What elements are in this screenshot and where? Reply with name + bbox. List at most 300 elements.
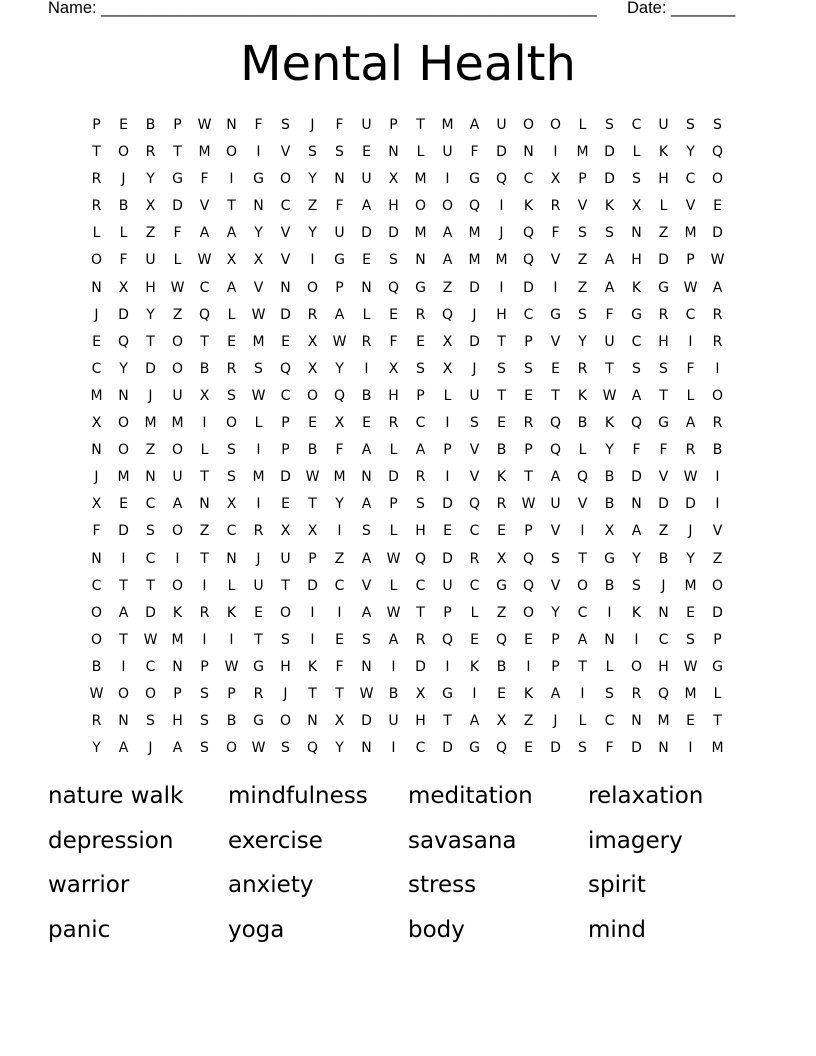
- grid-letter: Y: [308, 171, 317, 188]
- grid-letter: Z: [199, 523, 210, 540]
- grid-letter: I: [337, 604, 342, 621]
- grid-letter: C: [685, 171, 696, 188]
- grid-letter: E: [119, 117, 128, 133]
- word-bank-item: nature walk: [48, 783, 184, 809]
- grid-letter: C: [280, 387, 291, 404]
- grid-letter: M: [468, 225, 481, 242]
- grid-letter: X: [496, 713, 507, 730]
- grid-letter: L: [227, 577, 236, 594]
- grid-letter: B: [604, 496, 615, 513]
- grid-letter: L: [443, 387, 452, 404]
- grid-letter: P: [281, 415, 290, 432]
- grid-letter: W: [305, 469, 320, 486]
- grid-letter: K: [523, 685, 534, 702]
- grid-letter: X: [496, 550, 507, 567]
- grid-letter: W: [197, 252, 212, 269]
- grid-letter: Y: [551, 604, 560, 621]
- grid-letter: B: [712, 442, 723, 459]
- grid-letter: P: [416, 387, 425, 404]
- grid-letter: J: [148, 387, 153, 404]
- grid-letter: S: [416, 360, 425, 377]
- grid-letter: Y: [335, 360, 344, 377]
- grid-letter: X: [118, 279, 129, 296]
- grid-letter: D: [145, 604, 156, 621]
- grid-letter: S: [227, 387, 236, 404]
- grid-letter: D: [685, 496, 696, 513]
- grid-letter: W: [683, 658, 698, 675]
- grid-letter: I: [391, 658, 396, 675]
- grid-letter: U: [172, 387, 183, 404]
- grid-letter: S: [659, 360, 668, 377]
- grid-letter: N: [91, 442, 102, 459]
- grid-letter: T: [659, 387, 668, 404]
- grid-letter: G: [631, 306, 642, 323]
- grid-letter: M: [414, 171, 427, 188]
- word-bank-item: panic: [48, 916, 111, 943]
- grid-letter: Q: [468, 496, 481, 513]
- grid-letter: M: [90, 387, 103, 404]
- grid-letter: D: [712, 225, 723, 242]
- grid-letter: J: [94, 306, 99, 323]
- grid-letter: H: [388, 387, 399, 404]
- grid-letter: F: [173, 225, 182, 242]
- grid-letter: H: [658, 171, 669, 188]
- grid-letter: O: [171, 333, 184, 350]
- grid-letter: J: [472, 306, 477, 323]
- grid-letter: Y: [335, 740, 344, 757]
- grid-letter: Y: [578, 333, 587, 350]
- grid-letter: T: [308, 496, 317, 513]
- grid-letter: V: [550, 523, 561, 540]
- grid-letter: W: [197, 117, 212, 133]
- grid-letter: L: [227, 306, 236, 323]
- grid-letter: M: [441, 117, 454, 133]
- grid-letter: O: [171, 442, 184, 459]
- grid-letter: R: [415, 469, 426, 486]
- grid-letter: A: [334, 306, 345, 323]
- grid-letter: R: [253, 685, 264, 702]
- grid-letter: O: [522, 117, 535, 133]
- grid-letter: S: [605, 225, 614, 242]
- grid-letter: Y: [335, 496, 344, 513]
- grid-letter: A: [361, 198, 372, 215]
- grid-letter: M: [495, 252, 508, 269]
- grid-letter: S: [200, 740, 209, 757]
- grid-letter: M: [333, 469, 346, 486]
- grid-letter: S: [308, 144, 317, 161]
- grid-letter: T: [605, 360, 614, 377]
- grid-letter: C: [577, 604, 588, 621]
- grid-letter: C: [604, 713, 615, 730]
- grid-letter: I: [175, 550, 180, 567]
- grid-letter: S: [632, 360, 641, 377]
- grid-letter: F: [92, 523, 101, 540]
- grid-letter: B: [145, 117, 156, 133]
- grid-letter: E: [470, 631, 479, 648]
- grid-letter: F: [119, 252, 128, 269]
- grid-letter: V: [550, 577, 561, 594]
- grid-letter: Y: [254, 225, 263, 242]
- grid-letter: M: [414, 225, 427, 242]
- grid-letter: X: [280, 523, 291, 540]
- grid-letter: C: [658, 631, 669, 648]
- grid-letter: P: [308, 550, 317, 567]
- grid-letter: B: [496, 658, 507, 675]
- grid-letter: L: [659, 198, 668, 215]
- grid-letter: P: [173, 685, 182, 702]
- grid-letter: Q: [630, 415, 643, 432]
- grid-letter: X: [415, 685, 426, 702]
- grid-letter: H: [388, 198, 399, 215]
- grid-letter: C: [199, 279, 210, 296]
- grid-letter: G: [658, 279, 669, 296]
- grid-letter: L: [389, 442, 398, 459]
- grid-letter: U: [469, 387, 480, 404]
- grid-letter: U: [442, 577, 453, 594]
- grid-letter: O: [90, 252, 103, 269]
- grid-letter: N: [361, 279, 372, 296]
- grid-letter: P: [551, 658, 560, 675]
- grid-letter: Q: [522, 550, 535, 567]
- grid-letter: L: [470, 604, 479, 621]
- grid-letter: J: [121, 171, 126, 188]
- grid-letter: O: [225, 144, 238, 161]
- grid-letter: T: [443, 713, 452, 730]
- grid-letter: P: [524, 333, 533, 350]
- grid-letter: N: [253, 198, 264, 215]
- grid-letter: O: [171, 577, 184, 594]
- grid-letter: K: [631, 604, 642, 621]
- grid-letter: A: [604, 279, 615, 296]
- grid-letter: N: [280, 279, 291, 296]
- grid-letter: P: [200, 658, 209, 675]
- grid-letter: D: [442, 550, 453, 567]
- grid-letter: R: [91, 198, 102, 215]
- grid-letter: L: [173, 252, 182, 269]
- grid-letter: X: [307, 523, 318, 540]
- grid-letter: O: [711, 577, 724, 594]
- grid-letter: Q: [441, 306, 454, 323]
- grid-letter: C: [523, 171, 534, 188]
- word-bank-item: savasana: [408, 827, 517, 854]
- grid-letter: I: [526, 658, 531, 675]
- grid-letter: F: [335, 442, 344, 459]
- grid-letter: C: [469, 523, 480, 540]
- grid-letter: F: [686, 360, 695, 377]
- grid-letter: U: [172, 469, 183, 486]
- grid-letter: N: [361, 658, 372, 675]
- grid-letter: T: [497, 333, 506, 350]
- grid-letter: Y: [146, 306, 155, 323]
- grid-letter: O: [279, 604, 292, 621]
- grid-letter: H: [415, 713, 426, 730]
- grid-letter: W: [683, 469, 698, 486]
- grid-letter: M: [684, 685, 697, 702]
- grid-letter: F: [389, 333, 398, 350]
- grid-letter: S: [200, 713, 209, 730]
- grid-letter: W: [386, 550, 401, 567]
- grid-letter: L: [389, 523, 398, 540]
- grid-letter: X: [226, 496, 237, 513]
- grid-letter: A: [469, 713, 480, 730]
- grid-letter: H: [658, 333, 669, 350]
- grid-letter: G: [253, 171, 264, 188]
- grid-letter: A: [172, 740, 183, 757]
- grid-letter: G: [496, 577, 507, 594]
- grid-letter: T: [146, 333, 155, 350]
- grid-letter: A: [361, 604, 372, 621]
- grid-letter: G: [415, 279, 426, 296]
- grid-letter: Q: [522, 577, 535, 594]
- grid-letter: V: [280, 144, 291, 161]
- word-bank-item: meditation: [408, 783, 533, 809]
- header-fields: [48, 0, 748, 18]
- grid-letter: L: [389, 577, 398, 594]
- grid-letter: C: [415, 415, 426, 432]
- grid-letter: D: [442, 740, 453, 757]
- grid-letter: Q: [468, 198, 481, 215]
- grid-letter: S: [686, 631, 695, 648]
- grid-letter: Y: [632, 550, 641, 567]
- grid-letter: I: [688, 740, 693, 757]
- grid-letter: L: [632, 144, 641, 161]
- grid-letter: V: [469, 469, 480, 486]
- grid-letter: U: [442, 144, 453, 161]
- word-bank-item: relaxation: [588, 783, 704, 809]
- grid-letter: Q: [333, 387, 346, 404]
- grid-letter: M: [252, 469, 265, 486]
- grid-letter: W: [386, 604, 401, 621]
- grid-letter: J: [283, 685, 288, 702]
- grid-letter: W: [710, 252, 725, 269]
- grid-letter: W: [170, 279, 185, 296]
- grid-letter: O: [117, 442, 130, 459]
- grid-letter: X: [442, 360, 453, 377]
- grid-letter: I: [715, 360, 720, 377]
- grid-letter: P: [578, 171, 587, 188]
- grid-letter: N: [199, 496, 210, 513]
- grid-letter: I: [229, 171, 234, 188]
- grid-letter: R: [712, 306, 723, 323]
- grid-letter: Z: [145, 442, 156, 459]
- grid-letter: U: [658, 117, 669, 133]
- grid-letter: H: [172, 713, 183, 730]
- grid-letter: N: [172, 658, 183, 675]
- grid-letter: F: [335, 198, 344, 215]
- grid-letter: C: [280, 198, 291, 215]
- grid-letter: A: [226, 279, 237, 296]
- grid-letter: N: [361, 740, 372, 757]
- grid-letter: D: [631, 469, 642, 486]
- grid-letter: V: [199, 198, 210, 215]
- grid-letter: I: [580, 523, 585, 540]
- grid-letter: S: [605, 685, 614, 702]
- grid-letter: D: [307, 577, 318, 594]
- grid-letter: R: [145, 144, 156, 161]
- grid-letter: X: [604, 523, 615, 540]
- grid-letter: D: [712, 604, 723, 621]
- word-bank-item: body: [408, 916, 465, 943]
- grid-letter: T: [173, 144, 182, 161]
- grid-letter: B: [307, 442, 318, 459]
- grid-letter: T: [551, 387, 560, 404]
- grid-letter: I: [634, 631, 639, 648]
- grid-letter: E: [416, 333, 425, 350]
- date-field[interactable]: Date: _______: [627, 0, 736, 17]
- grid-letter: N: [91, 279, 102, 296]
- grid-letter: K: [226, 604, 237, 621]
- grid-letter: X: [388, 171, 399, 188]
- grid-letter: M: [144, 415, 157, 432]
- grid-letter: K: [523, 198, 534, 215]
- grid-letter: M: [252, 333, 265, 350]
- grid-letter: Q: [117, 333, 130, 350]
- letter-grid: [83, 112, 731, 762]
- grid-letter: G: [658, 415, 669, 432]
- grid-letter: E: [281, 333, 290, 350]
- grid-letter: O: [711, 387, 724, 404]
- grid-letter: E: [686, 604, 695, 621]
- grid-letter: O: [576, 577, 589, 594]
- grid-letter: S: [335, 144, 344, 161]
- grid-letter: S: [254, 360, 263, 377]
- grid-letter: E: [308, 415, 317, 432]
- word-bank-item: stress: [408, 872, 477, 898]
- grid-letter: P: [335, 279, 344, 296]
- name-field[interactable]: Name: ______________________________________________________: [48, 0, 597, 17]
- grid-letter: A: [118, 740, 129, 757]
- grid-letter: G: [469, 171, 480, 188]
- grid-letter: D: [658, 496, 669, 513]
- grid-letter: A: [550, 685, 561, 702]
- grid-letter: T: [416, 117, 425, 133]
- grid-letter: D: [145, 360, 156, 377]
- grid-letter: I: [391, 740, 396, 757]
- grid-letter: Y: [686, 144, 695, 161]
- grid-letter: L: [578, 442, 587, 459]
- grid-letter: T: [119, 631, 128, 648]
- grid-letter: O: [117, 144, 130, 161]
- grid-letter: Q: [495, 631, 508, 648]
- grid-letter: B: [91, 658, 102, 675]
- grid-letter: I: [229, 631, 234, 648]
- grid-letter: N: [118, 387, 129, 404]
- grid-letter: F: [254, 117, 263, 133]
- grid-letter: M: [468, 252, 481, 269]
- grid-letter: J: [661, 577, 666, 594]
- word-bank-item: exercise: [228, 827, 323, 854]
- grid-letter: A: [442, 225, 453, 242]
- grid-letter: J: [94, 469, 99, 486]
- grid-letter: D: [469, 333, 480, 350]
- word-bank-item: depression: [48, 827, 174, 854]
- grid-letter: M: [171, 415, 184, 432]
- grid-letter: S: [227, 469, 236, 486]
- grid-letter: O: [90, 631, 103, 648]
- grid-letter: T: [335, 685, 344, 702]
- grid-letter: B: [604, 469, 615, 486]
- grid-letter: R: [712, 333, 723, 350]
- grid-letter: D: [658, 252, 669, 269]
- grid-letter: T: [308, 685, 317, 702]
- grid-letter: F: [200, 171, 209, 188]
- grid-letter: C: [334, 577, 345, 594]
- grid-letter: E: [281, 496, 290, 513]
- grid-letter: D: [604, 144, 615, 161]
- grid-letter: Z: [145, 225, 156, 242]
- grid-letter: E: [362, 144, 371, 161]
- grid-letter: S: [146, 523, 155, 540]
- grid-letter: G: [550, 306, 561, 323]
- grid-letter: I: [202, 577, 207, 594]
- grid-letter: B: [604, 577, 615, 594]
- grid-letter: Q: [549, 442, 562, 459]
- grid-letter: P: [686, 252, 695, 269]
- grid-letter: X: [253, 252, 264, 269]
- grid-letter: C: [226, 523, 237, 540]
- grid-letter: D: [631, 740, 642, 757]
- grid-letter: A: [631, 387, 642, 404]
- word-bank-item: mindfulness: [228, 783, 368, 809]
- grid-letter: Q: [495, 171, 508, 188]
- grid-letter: N: [658, 740, 669, 757]
- grid-letter: F: [605, 306, 614, 323]
- grid-letter: Z: [496, 604, 507, 621]
- grid-letter: A: [199, 225, 210, 242]
- grid-letter: S: [281, 631, 290, 648]
- grid-letter: D: [496, 144, 507, 161]
- grid-letter: U: [361, 117, 372, 133]
- grid-letter: D: [523, 279, 534, 296]
- grid-letter: P: [92, 117, 101, 133]
- grid-letter: T: [713, 713, 722, 730]
- grid-letter: F: [551, 225, 560, 242]
- grid-letter: A: [442, 252, 453, 269]
- grid-letter: E: [497, 415, 506, 432]
- grid-letter: D: [388, 469, 399, 486]
- grid-letter: Q: [441, 631, 454, 648]
- grid-letter: W: [602, 387, 617, 404]
- grid-letter: M: [117, 469, 130, 486]
- grid-letter: C: [91, 360, 102, 377]
- grid-letter: R: [388, 415, 399, 432]
- grid-letter: I: [499, 279, 504, 296]
- grid-letter: I: [256, 144, 261, 161]
- grid-letter: P: [524, 442, 533, 459]
- grid-letter: A: [577, 631, 588, 648]
- grid-letter: U: [361, 171, 372, 188]
- grid-letter: V: [550, 252, 561, 269]
- grid-letter: S: [713, 117, 722, 133]
- grid-letter: M: [171, 631, 184, 648]
- grid-letter: O: [225, 415, 238, 432]
- grid-letter: U: [496, 117, 507, 133]
- grid-letter: N: [226, 117, 237, 133]
- grid-letter: A: [172, 496, 183, 513]
- grid-letter: D: [118, 306, 129, 323]
- grid-letter: Z: [307, 198, 318, 215]
- grid-letter: Y: [146, 171, 155, 188]
- grid-letter: T: [281, 577, 290, 594]
- grid-letter: Q: [279, 360, 292, 377]
- grid-letter: N: [91, 550, 102, 567]
- grid-letter: A: [415, 442, 426, 459]
- grid-letter: O: [279, 713, 292, 730]
- grid-letter: E: [119, 496, 128, 513]
- grid-letter: Y: [92, 740, 101, 757]
- grid-letter: Q: [522, 252, 535, 269]
- grid-letter: F: [335, 658, 344, 675]
